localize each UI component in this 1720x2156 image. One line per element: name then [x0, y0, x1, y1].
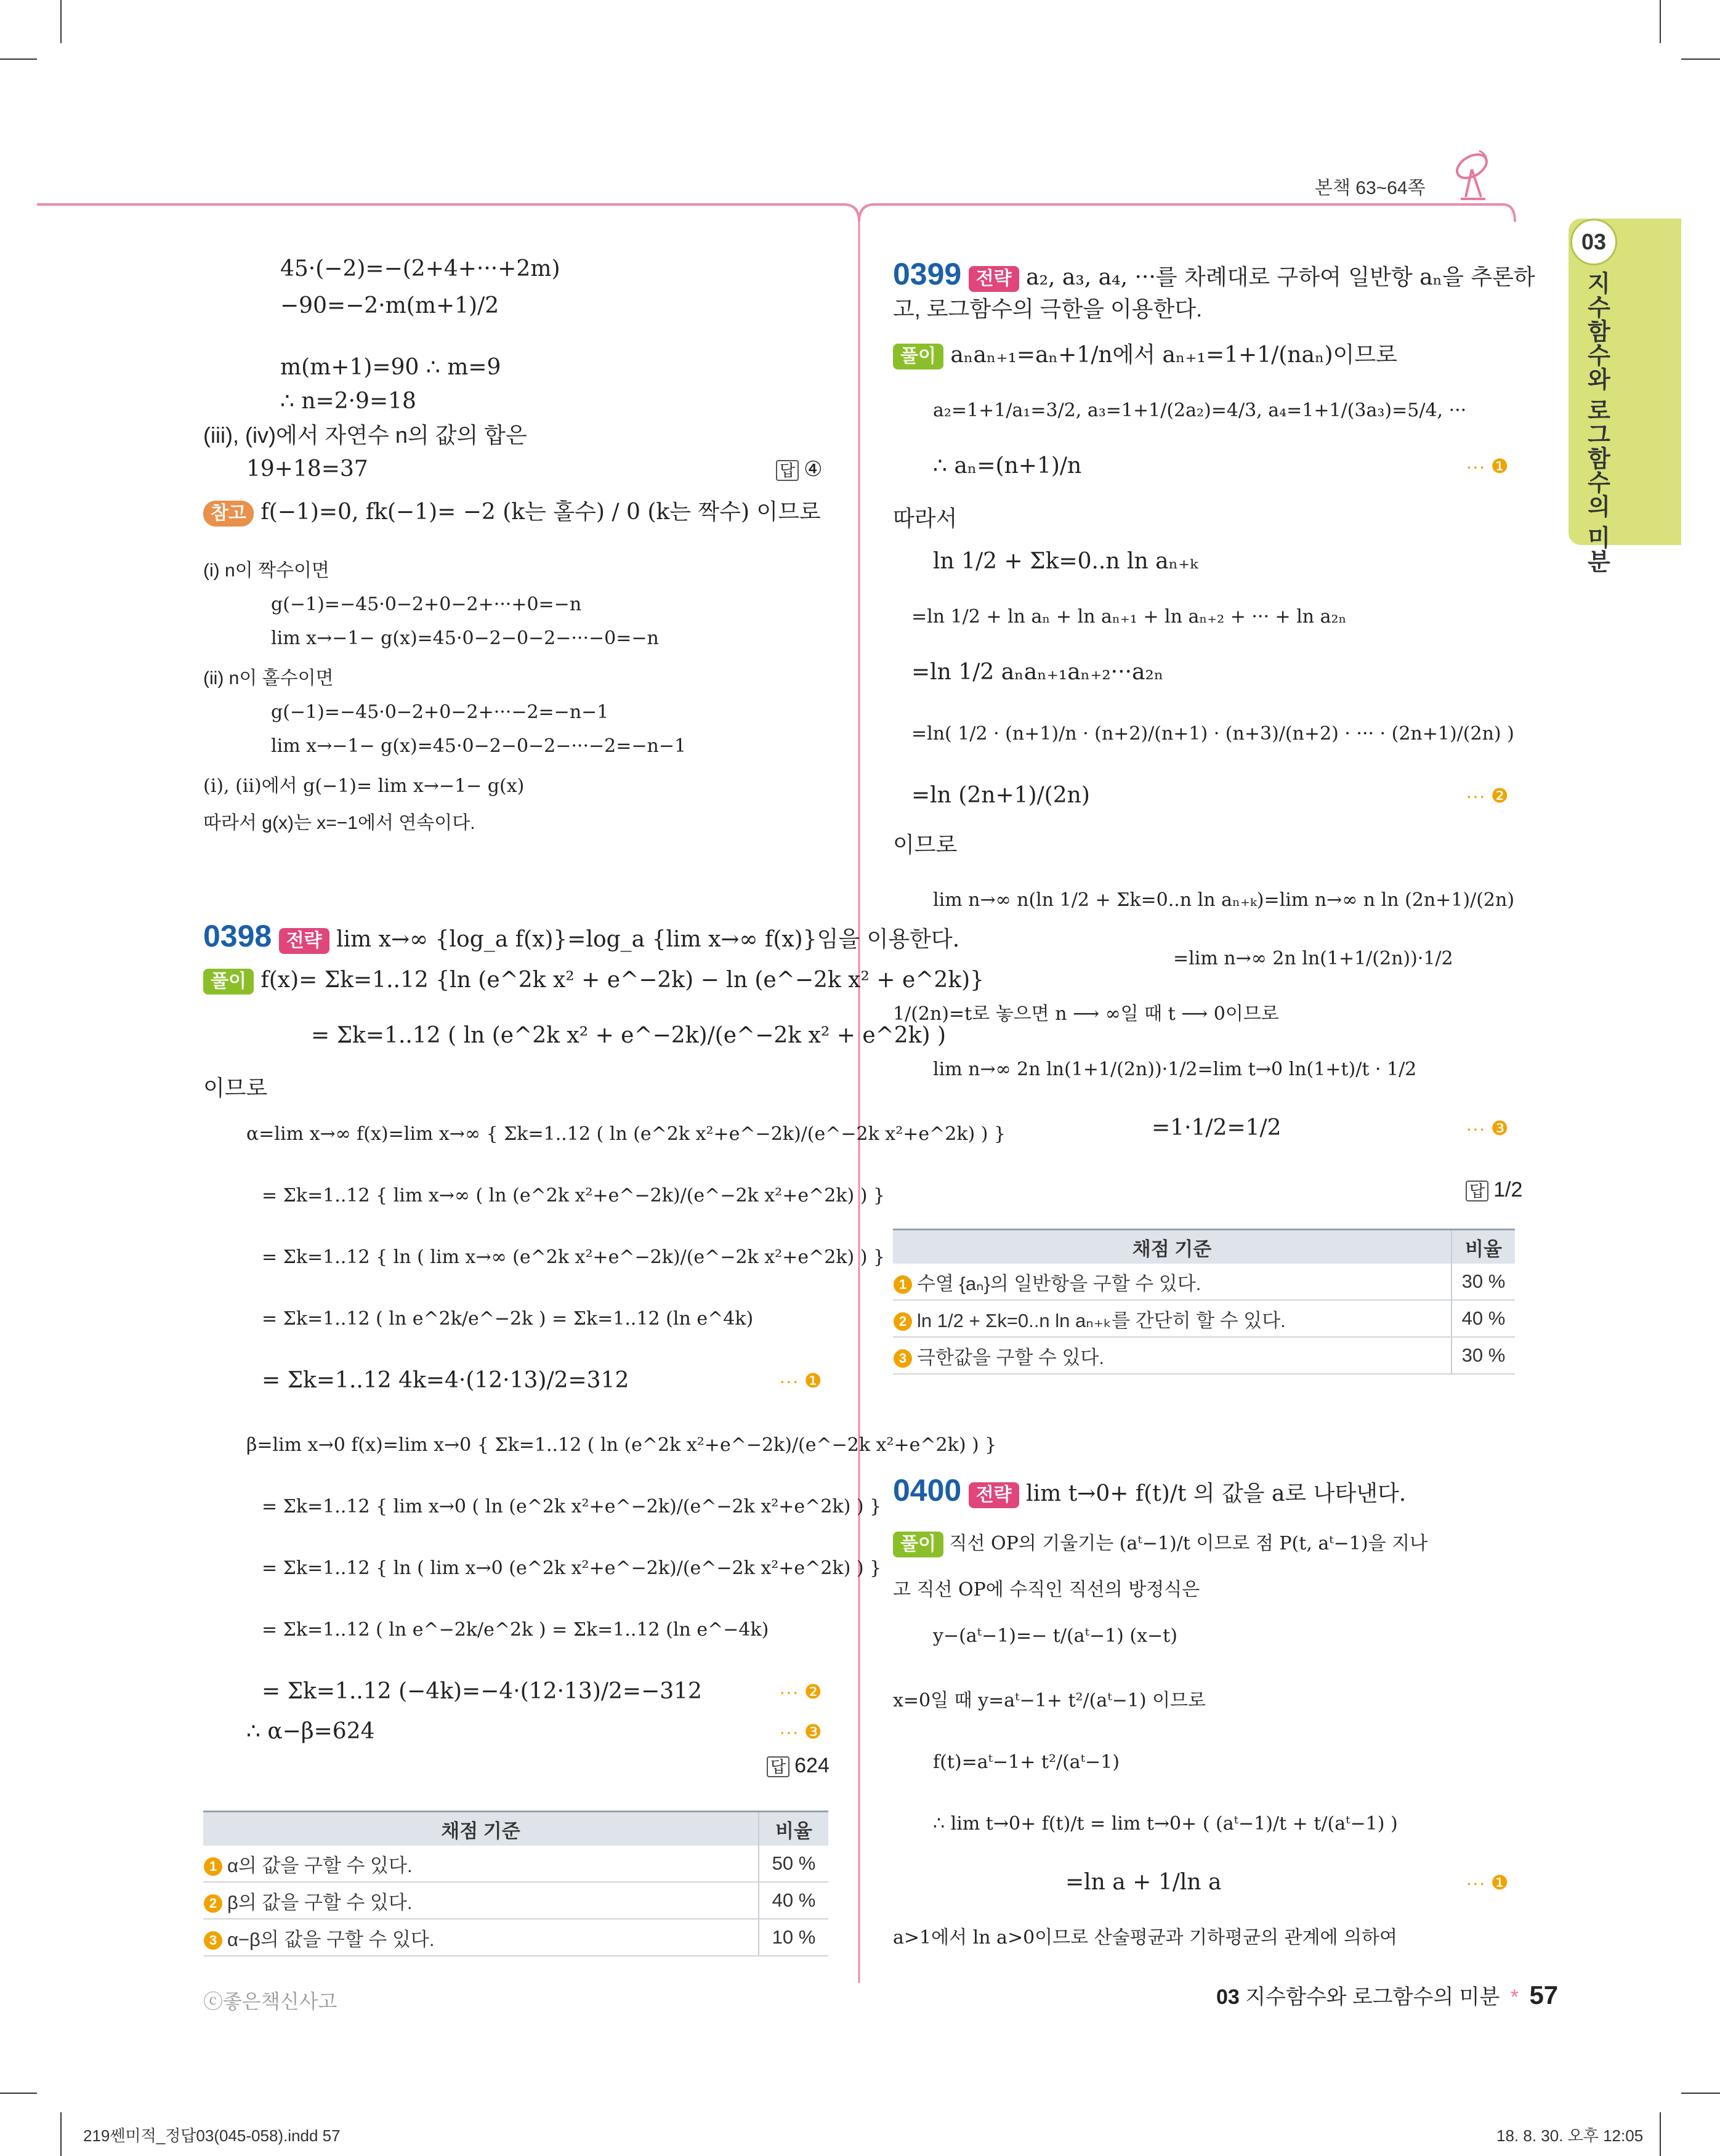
math-line: α=lim x→∞ f(x)=lim x→∞ { Σk=1..12 ( ln (e^2k x²+e^−2k)/(e^−2k x²+e^2k) ) } — [246, 1123, 1006, 1145]
math-line: a₂=1+1/a₁=3/2, a₃=1+1/(2a₂)=4/3, a₄=1+1/(3a₃)=5/4, ··· — [933, 400, 1467, 421]
crop-mark — [0, 59, 37, 60]
text-line: 따라서 g(x)는 x=−1에서 연속이다. — [203, 813, 475, 833]
criteria-ratio: 50 % — [759, 1846, 828, 1882]
crop-mark — [1660, 0, 1661, 43]
crop-mark — [60, 0, 62, 43]
math-line: ∴ α−β=624 — [246, 1719, 375, 1744]
math-line: =ln 1/2 aₙaₙ₊₁aₙ₊₂···a₂ₙ — [911, 660, 1164, 685]
math-line: = Σk=1..12 { ln ( lim x→0 (e^2k x²+e^−2k)/(e^−2k x²+e^2k) ) } — [262, 1557, 882, 1579]
question-number: 0398 — [203, 919, 272, 953]
chapter-number: 03 — [1216, 1985, 1240, 2009]
crop-mark — [0, 2093, 37, 2094]
math-line: =ln a + 1/ln a — [1065, 1870, 1222, 1895]
strategy-line: 고, 로그함수의 극한을 이용한다. — [893, 296, 1203, 321]
ratio-header: 비율 — [1452, 1230, 1515, 1264]
math-line: 45·(−2)=−(2+4+···+2m) — [280, 256, 560, 281]
math-line: = Σk=1..12 ( ln (e^2k x² + e^−2k)/(e^−2k x² + e^2k) ) — [311, 1023, 947, 1048]
math-line: = Σk=1..12 ( ln e^2k/e^−2k ) = Σk=1..12 (ln e^4k) — [262, 1308, 754, 1330]
math-line: = Σk=1..12 (−4k)=−4·(12·13)/2=−312 — [262, 1679, 702, 1704]
math-line: g(−1)=−45·0−2+0−2+···−2=−n−1 — [271, 701, 609, 723]
criteria-ratio: 40 % — [759, 1882, 828, 1919]
text-line: (i) n이 짝수이면 — [203, 560, 329, 581]
chapter-title: 지수함수와 로그함수의 미분 — [1245, 1985, 1500, 2009]
chapter-tab-title: 지수함수와 로그함수의 미분 — [1583, 271, 1609, 574]
math-line: lim x→−1− g(x)=45·0−2−0−2−···−2=−n−1 — [271, 735, 687, 757]
math-line: −90=−2·m(m+1)/2 — [280, 293, 499, 318]
math-line: f(t)=aᵗ−1+ t²/(aᵗ−1) — [933, 1751, 1120, 1773]
crop-mark — [60, 2112, 62, 2156]
text-line: 이므로 — [203, 1075, 268, 1100]
step-marker-1: ··· ❶ — [1466, 455, 1509, 477]
math-line: = Σk=1..12 { lim x→0 ( ln (e^2k x²+e^−2k)/(e^−2k x²+e^2k) ) } — [262, 1496, 882, 1517]
step-marker-2: ··· ❷ — [779, 1681, 822, 1703]
strategy-line: 0399 전략 a₂, a₃, a₄, ···를 차례대로 구하여 일반항 aₙ을 추론하 — [893, 257, 1535, 291]
criteria-table-0399 — [893, 1229, 1515, 1375]
footer-star: * — [1510, 1985, 1519, 2009]
text-line: (iii), (iv)에서 자연수 n의 값의 합은 — [203, 422, 527, 448]
math-line: ∴ lim t→0+ f(t)/t = lim t→0+ ( (aᵗ−1)/t + t/(aᵗ−1) ) — [933, 1813, 1398, 1835]
page-footer — [1216, 1980, 1558, 2010]
math-line: x=0일 때 y=aᵗ−1+ t²/(aᵗ−1) 이므로 — [893, 1690, 1206, 1711]
criteria-ratio: 30 % — [1452, 1264, 1515, 1300]
solution-label: 풀이 — [893, 344, 943, 369]
chapter-tab-number: 03 — [1570, 219, 1617, 265]
question-number: 0399 — [893, 257, 962, 291]
math-line: (i), (ii)에서 g(−1)= lim x→−1− g(x) — [203, 775, 525, 797]
crop-mark — [1660, 2112, 1661, 2156]
math-line: 19+18=37 — [246, 456, 368, 482]
strategy-line: 0398 전략 lim x→∞ {log_a f(x)}=log_a {lim x→∞ f(x)}임을 이용한다. — [203, 919, 960, 953]
reference-label: 참고 — [203, 501, 254, 527]
step-marker-1: ··· ❶ — [779, 1370, 822, 1392]
answer-box: 답 — [776, 460, 799, 481]
math-line: =lim n→∞ 2n ln(1+1/(2n))·1/2 — [1173, 948, 1453, 969]
criteria-row: 2 ln 1/2 + Σk=0..n ln aₙ₊ₖ를 간단히 할 수 있다. — [893, 1300, 1452, 1337]
text-line: 고 직선 OP에 수직인 직선의 방정식은 — [893, 1579, 1200, 1601]
text-line: 따라서 — [893, 506, 958, 531]
criteria-ratio: 40 % — [1452, 1300, 1515, 1337]
criteria-ratio: 10 % — [759, 1919, 828, 1956]
step-marker-3: ··· ❸ — [1466, 1117, 1509, 1139]
math-line: ln 1/2 + Σk=0..n ln aₙ₊ₖ — [933, 549, 1198, 574]
math-line: ∴ aₙ=(n+1)/n — [933, 453, 1082, 478]
ratio-header: 비율 — [759, 1812, 828, 1846]
print-file-info: 219쎈미적_정답03(045-058).indd 57 — [83, 2126, 341, 2145]
math-line: =ln( 1/2 · (n+1)/n · (n+2)/(n+1) · (n+3)/(n+2) · ··· · (2n+1)/(2n) ) — [911, 723, 1514, 745]
criteria-row: 3 극한값을 구할 수 있다. — [893, 1337, 1452, 1374]
question-number: 0400 — [893, 1473, 962, 1508]
answer-box: 답 — [1466, 1181, 1488, 1201]
math-line: lim n→∞ 2n ln(1+1/(2n))·1/2=lim t→0 ln(1+t)/t · 1/2 — [933, 1059, 1417, 1080]
solution-line: 풀이 aₙaₙ₊₁=aₙ+1/n에서 aₙ₊₁=1+1/(naₙ)이므로 — [893, 342, 1397, 369]
math-line: m(m+1)=90 ∴ m=9 — [280, 355, 501, 380]
criteria-row: 1 α의 값을 구할 수 있다. — [203, 1846, 759, 1882]
crop-mark — [1681, 59, 1720, 60]
page-number: 57 — [1529, 1980, 1559, 2009]
math-line: g(−1)=−45·0−2+0−2+···+0=−n — [271, 594, 582, 615]
math-line: = Σk=1..12 4k=4·(12·13)/2=312 — [262, 1368, 629, 1393]
criteria-header: 채점 기준 — [893, 1230, 1452, 1264]
note-line: 참고 f(−1)=0, fk(−1)= −2 (k는 홀수) / 0 (k는 짝수) 이므로 — [203, 499, 821, 527]
criteria-row: 3 α−β의 값을 구할 수 있다. — [203, 1919, 759, 1956]
criteria-ratio: 30 % — [1452, 1337, 1515, 1374]
satellite-icon — [1447, 145, 1496, 203]
math-line: =ln 1/2 + ln aₙ + ln aₙ₊₁ + ln aₙ₊₂ + ··· + ln a₂ₙ — [911, 606, 1347, 628]
text-line: (ii) n이 홀수이면 — [203, 668, 334, 688]
strategy-label: 전략 — [279, 928, 329, 954]
text-line: a>1에서 ln a>0이므로 산술평균과 기하평균의 관계에 의하여 — [893, 1927, 1397, 1948]
math-line: = Σk=1..12 { ln ( lim x→∞ (e^2k x²+e^−2k)/(e^−2k x²+e^2k) ) } — [262, 1246, 886, 1268]
math-line: =ln (2n+1)/(2n) — [911, 783, 1090, 808]
publisher: ⓒ좋은책신사고 — [203, 1990, 337, 2013]
solution-line: 풀이 직선 OP의 기울기는 (aᵗ−1)/t 이므로 점 P(t, aᵗ−1)을 지나 — [893, 1530, 1427, 1557]
strategy-label: 전략 — [969, 266, 1019, 292]
print-date: 18. 8. 30. 오후 12:05 — [1496, 2126, 1644, 2145]
criteria-table-0398 — [203, 1811, 828, 1956]
strategy-label: 전략 — [969, 1482, 1019, 1508]
solution-line: 풀이 f(x)= Σk=1..12 {ln (e^2k x² + e^−2k) − ln (e^−2k x² + e^2k)} — [203, 967, 984, 995]
strategy-line: 0400 전략 lim t→0+ f(t)/t 의 값을 a로 나타낸다. — [893, 1473, 1407, 1508]
crop-mark — [1681, 2093, 1720, 2094]
answer-box: 답 — [767, 1756, 789, 1777]
answer: 답 624 — [767, 1752, 830, 1779]
criteria-row: 1 수열 {aₙ}의 일반항을 구할 수 있다. — [893, 1264, 1452, 1300]
solution-label: 풀이 — [203, 969, 254, 995]
math-line: =1·1/2=1/2 — [1152, 1115, 1282, 1141]
book-reference: 본책 63~64쪽 — [1315, 178, 1426, 198]
criteria-header: 채점 기준 — [203, 1812, 759, 1846]
math-line: β=lim x→0 f(x)=lim x→0 { Σk=1..12 ( ln (e^2k x²+e^−2k)/(e^−2k x²+e^2k) ) } — [246, 1434, 997, 1456]
step-marker-1: ··· ❶ — [1466, 1871, 1509, 1894]
solution-label: 풀이 — [893, 1532, 943, 1557]
math-line: = Σk=1..12 ( ln e^−2k/e^2k ) = Σk=1..12 (ln e^−4k) — [262, 1619, 769, 1641]
text-line: 이므로 — [893, 832, 958, 857]
math-line: lim x→−1− g(x)=45·0−2−0−2−···−0=−n — [271, 628, 659, 649]
answer: 답 ④ — [776, 456, 823, 483]
math-line: lim n→∞ n(ln 1/2 + Σk=0..n ln aₙ₊ₖ)=lim n→∞ n ln (2n+1)/(2n) — [933, 889, 1515, 911]
math-line: = Σk=1..12 { lim x→∞ ( ln (e^2k x²+e^−2k)/(e^−2k x²+e^2k) ) } — [262, 1185, 886, 1206]
criteria-row: 2 β의 값을 구할 수 있다. — [203, 1882, 759, 1919]
math-line: 1/(2n)=t로 놓으면 n ⟶ ∞일 때 t ⟶ 0이므로 — [893, 1003, 1279, 1025]
step-marker-3: ··· ❸ — [779, 1721, 822, 1743]
step-marker-2: ··· ❷ — [1466, 785, 1509, 807]
answer: 답 1/2 — [1466, 1176, 1522, 1203]
math-line: y−(aᵗ−1)=− t/(aᵗ−1) (x−t) — [933, 1625, 1177, 1647]
math-line: ∴ n=2·9=18 — [280, 389, 416, 414]
